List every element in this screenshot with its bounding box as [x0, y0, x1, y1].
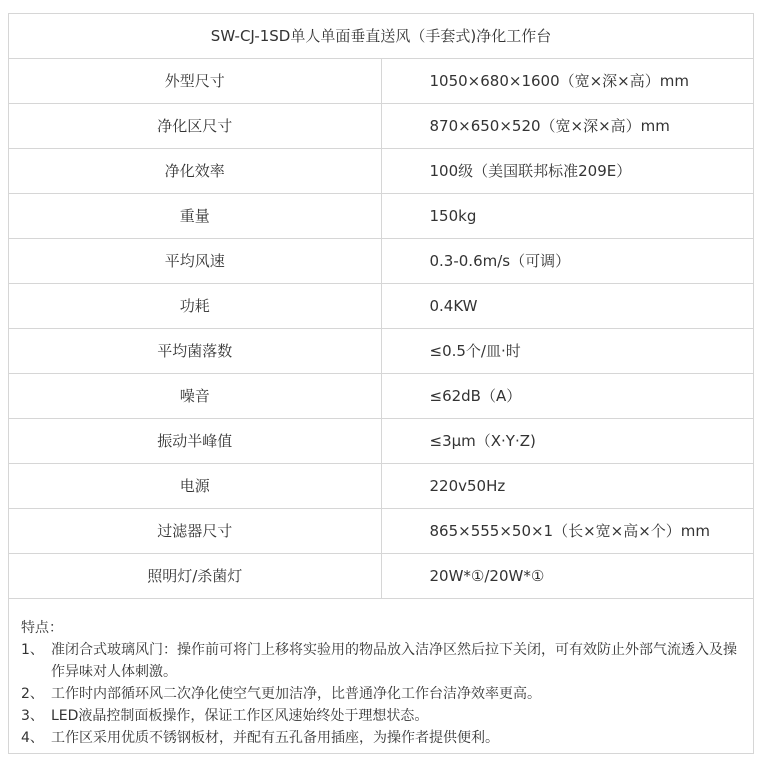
- spec-table: [9, 14, 753, 599]
- feature-item: [21, 639, 749, 683]
- spec-label: 功耗: [9, 284, 381, 329]
- table-row: [9, 329, 753, 374]
- table-row: [9, 419, 753, 464]
- feature-text: LED液晶控制面板操作，保证工作区风速始终处于理想状态。: [51, 708, 429, 724]
- table-row: [9, 239, 753, 284]
- feature-item: [21, 705, 749, 727]
- table-row: [9, 554, 753, 599]
- spec-value: 865×555×50×1（长×宽×高×个）mm: [381, 509, 753, 554]
- feature-text: 工作时内部循环风二次净化使空气更加洁净，比普通净化工作台洁净效率更高。: [51, 686, 541, 702]
- spec-label: 平均菌落数: [9, 329, 381, 374]
- spec-value: 870×650×520（宽×深×高）mm: [381, 104, 753, 149]
- spec-value: ≤0.5个/皿·时: [381, 329, 753, 374]
- features-heading: 特点：: [21, 620, 63, 636]
- spec-label: 外型尺寸: [9, 59, 381, 104]
- table-row: [9, 149, 753, 194]
- table-row: [9, 59, 753, 104]
- spec-value: 0.4KW: [381, 284, 753, 329]
- spec-value: 220v50Hz: [381, 464, 753, 509]
- table-row: [9, 374, 753, 419]
- features-section: [21, 617, 749, 749]
- spec-value: ≤62dB（A）: [381, 374, 753, 419]
- spec-value: 0.3-0.6m/s（可调）: [381, 239, 753, 284]
- table-row: [9, 284, 753, 329]
- feature-text: 准闭合式玻璃风门：操作前可将门上移将实验用的物品放入洁净区然后拉下关闭，可有效防止外部气流透入及操作异味对人体刺激。: [51, 642, 737, 680]
- spec-value: 150kg: [381, 194, 753, 239]
- spec-label: 净化效率: [9, 149, 381, 194]
- spec-label: 重量: [9, 194, 381, 239]
- feature-number: 1、: [21, 642, 44, 658]
- table-row: [9, 509, 753, 554]
- feature-item: [21, 727, 749, 749]
- table-row: [9, 194, 753, 239]
- spec-value: ≤3μm（X·Y·Z): [381, 419, 753, 464]
- spec-value: 1050×680×1600（宽×深×高）mm: [381, 59, 753, 104]
- spec-label: 平均风速: [9, 239, 381, 284]
- feature-number: 3、: [21, 708, 44, 724]
- spec-value: 100级（美国联邦标准209E）: [381, 149, 753, 194]
- spec-label: 净化区尺寸: [9, 104, 381, 149]
- feature-number: 4、: [21, 730, 44, 746]
- feature-text: 工作区采用优质不锈钢板材，并配有五孔备用插座，为操作者提供便利。: [51, 730, 499, 746]
- spec-value: 20W*①/20W*①: [381, 554, 753, 599]
- spec-sheet: [8, 13, 754, 754]
- feature-number: 2、: [21, 686, 44, 702]
- spec-label: 电源: [9, 464, 381, 509]
- spec-label: 振动半峰值: [9, 419, 381, 464]
- table-row: [9, 464, 753, 509]
- spec-label: 照明灯/杀菌灯: [9, 554, 381, 599]
- product-title: SW-CJ-1SD单人单面垂直送风（手套式)净化工作台: [9, 14, 753, 59]
- feature-item: [21, 683, 749, 705]
- spec-label: 噪音: [9, 374, 381, 419]
- table-title-row: [9, 14, 753, 59]
- spec-label: 过滤器尺寸: [9, 509, 381, 554]
- table-row: [9, 104, 753, 149]
